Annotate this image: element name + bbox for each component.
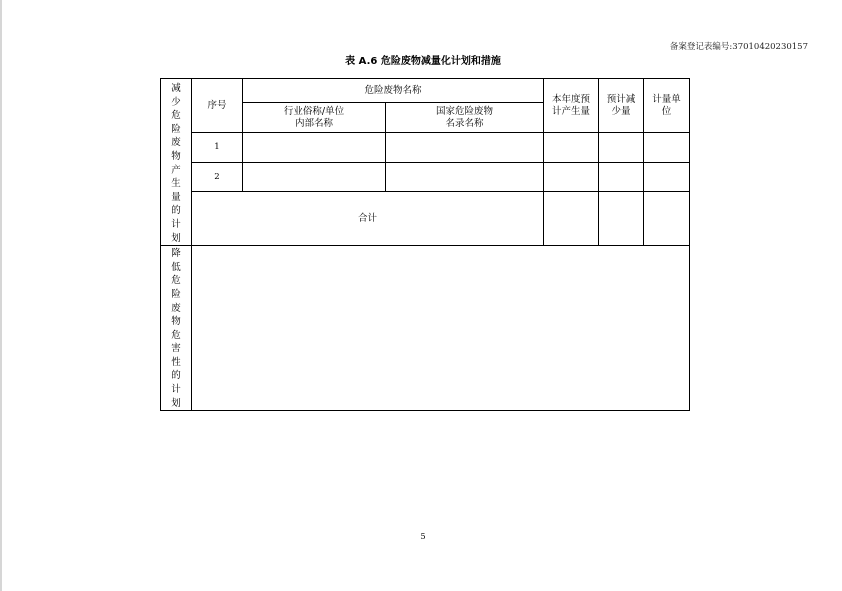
cell-empty — [599, 162, 644, 192]
header-annual-output-line1: 本年度预 — [552, 93, 591, 105]
header-industry-name-line1: 行业俗称/单位 — [283, 105, 345, 117]
header-annual-output — [544, 79, 599, 133]
header-unit-line1: 计量单 — [652, 93, 681, 105]
vertical-label-char: 量 — [171, 191, 181, 203]
vertical-label-char: 废 — [171, 137, 181, 149]
section-label-reduce-hazard — [161, 246, 192, 411]
header-national-name-line2: 名录名称 — [445, 117, 484, 129]
row-seq: 2 — [192, 162, 243, 192]
header-unit — [644, 79, 690, 133]
vertical-label-char: 废 — [171, 302, 181, 314]
page-number: 5 — [420, 532, 426, 541]
cell-empty — [386, 162, 544, 192]
cell-empty — [544, 162, 599, 192]
vertical-label-char: 物 — [171, 150, 181, 162]
vertical-label-char: 危 — [171, 110, 181, 122]
header-national-name-line1: 国家危险废物 — [436, 105, 494, 117]
vertical-label-char: 险 — [171, 288, 181, 300]
cell-empty — [243, 133, 386, 163]
cell-empty — [544, 192, 599, 246]
header-unit-line2: 位 — [661, 105, 672, 117]
hazard-reduction-plan-content — [192, 246, 690, 411]
header-seq: 序号 — [192, 79, 243, 133]
vertical-label-char: 产 — [171, 164, 181, 176]
vertical-label-char: 性 — [171, 356, 181, 368]
vertical-label-char: 低 — [171, 261, 181, 273]
vertical-label-char: 少 — [171, 96, 181, 108]
table-title: 表 A.6 危险废物减量化计划和措施 — [345, 56, 501, 67]
vertical-label-char: 的 — [171, 370, 181, 382]
waste-reduction-table — [160, 78, 690, 411]
header-annual-output-line2: 计产生量 — [552, 105, 591, 117]
cell-empty — [386, 133, 544, 163]
cell-empty — [243, 162, 386, 192]
table-row — [161, 133, 690, 163]
header-reduction-line2: 少量 — [611, 105, 631, 117]
cell-empty — [644, 133, 690, 163]
total-label: 合计 — [192, 192, 544, 246]
vertical-label-char: 危 — [171, 329, 181, 341]
cell-empty — [599, 192, 644, 246]
record-number: 备案登记表编号:37010420230157 — [669, 42, 808, 52]
total-row — [161, 192, 690, 246]
vertical-label-char: 险 — [171, 123, 181, 135]
header-reduction — [599, 79, 644, 133]
header-national-name — [386, 103, 544, 133]
header-waste-name: 危险废物名称 — [243, 79, 544, 103]
cell-empty — [644, 192, 690, 246]
cell-empty — [644, 162, 690, 192]
vertical-label-char: 的 — [171, 205, 181, 217]
vertical-label-char: 计 — [171, 218, 181, 230]
vertical-label-char: 危 — [171, 275, 181, 287]
header-industry-name — [243, 103, 386, 133]
table-row — [161, 162, 690, 192]
vertical-label-char: 计 — [171, 384, 181, 396]
row-seq: 1 — [192, 133, 243, 163]
section-label-reduce-output — [161, 79, 192, 246]
header-industry-name-line2: 内部名称 — [294, 117, 333, 129]
vertical-label-char: 物 — [171, 316, 181, 328]
header-reduction-line1: 预计减 — [606, 93, 636, 105]
vertical-label-char: 生 — [171, 178, 181, 190]
vertical-label-char: 划 — [171, 232, 181, 244]
vertical-label-char: 减 — [171, 83, 181, 94]
vertical-label-char: 划 — [171, 397, 181, 409]
cell-empty — [599, 133, 644, 163]
vertical-label-char: 降 — [171, 248, 181, 260]
vertical-label-char: 害 — [171, 343, 181, 355]
cell-empty — [544, 133, 599, 163]
